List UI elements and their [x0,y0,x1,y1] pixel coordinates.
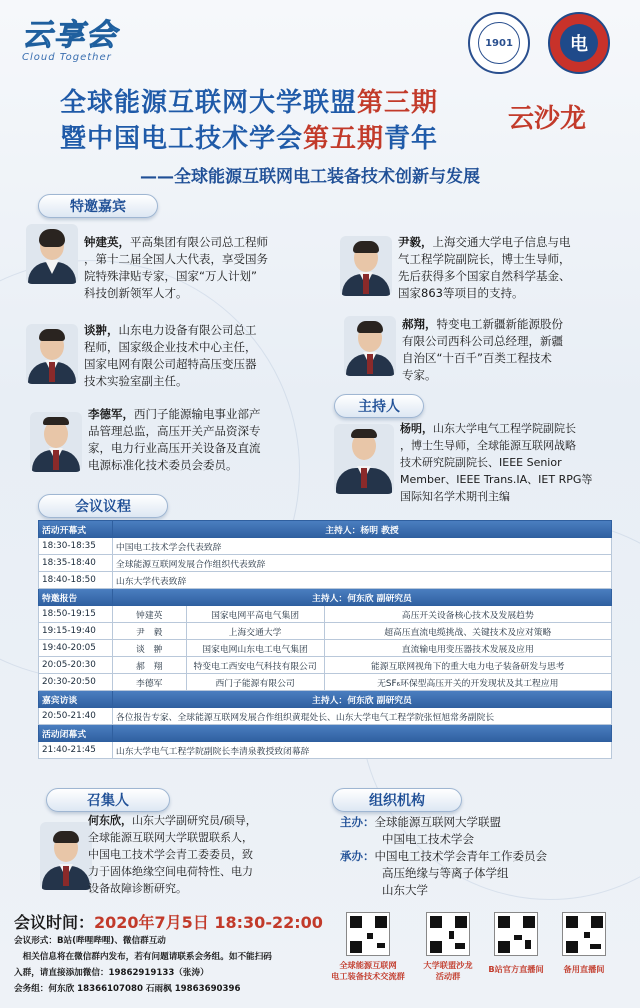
host-bio-yang: 杨明，山东大学电气工程学院副院长 ，博士生导师，全球能源互联网战略 技术研究院副院长、IEEE Senior Member、IEEE Trans.IA、IET RPG等 国际知名学术期刊主编 [400,422,593,503]
guest-bio-tan: 谈翀，山东电力设备有限公司总工 程师，国家级企业技术中心主任， 国家电网有限公司超特高压变压器 技术实验室副主任。 [84,323,257,388]
shandong-university-seal [468,12,530,74]
qr-label-3: B站官方直播间 [488,964,544,974]
avatar-zhong [26,224,78,284]
section-org: 组织机构 [332,788,462,812]
qr-label-4: 备用直播间 [563,964,605,974]
qr-label-1: 全球能源互联网 电工装备技术交流群 [331,960,405,981]
seal-inner: 电 [560,24,598,62]
agenda-row: 18:40-18:50 山东大学代表致辞 [39,572,612,589]
cloud-together-logo [22,10,162,66]
agenda-row: 20:50-21:40 各位报告专家、全球能源互联网发展合作组织黄琨处长、山东大学电气工程学院张恒旭常务副院长 [39,708,612,725]
logo-sub: Cloud Together [22,52,112,63]
agenda-talk-row: 18:50-19:15 钟建英 国家电网平高电气集团 高压开关设备核心技术及发展趋势 [39,606,612,623]
seal-inner: 1901 [478,22,520,64]
guest-bio-zhong: 钟建英，平高集团有限公司总工程师 ，第十二届全国人大代表，享受国务 院特殊津贴专家，国家“万人计划” 科技创新领军人才。 [84,235,268,300]
section-convener: 召集人 [46,788,170,812]
agenda-row: 21:40-21:45 山东大学电气工程学院副院长李清泉教授致闭幕辞 [39,742,612,759]
title-line-2 [60,118,438,155]
avatar-hao [344,316,396,376]
footer-format: 会议形式：B站(哔哩哔哩)、微信群互动 [14,936,166,946]
footer-notice: 相关信息将在微信群内发布，若有问题请联系会务组。如不能扫码 [14,952,272,962]
subtitle: ——全球能源互联网电工装备技术创新与发展 [140,167,480,187]
qr-code-bilibili[interactable] [494,912,538,956]
footer-contacts: 会务组：何东欣 18366107080 石雨枫 19863690396 [14,984,241,994]
org-info: 主办：全球能源互联网大学联盟 中国电工技术学会 承办：中国电工技术学会青年工作委员会 高压绝缘与等离子体学组 山东大学 [340,815,547,897]
agenda-talk-row: 19:40-20:05 谈 翀 国家电网山东电工电气集团 直流输电用变压器技术发展及应用 [39,640,612,657]
title-blue: 青年 [384,124,439,154]
avatar-yang [334,424,394,494]
agenda-talk-row: 20:05-20:30 郝 翔 特变电工西安电气科技有限公司 能源互联网视角下的重大电力电子装备研发与思考 [39,657,612,674]
avatar-li [30,412,82,472]
qr-code-backup[interactable] [562,912,606,956]
agenda-row: 18:30-18:35 中国电工技术学会代表致辞 [39,538,612,555]
ces-seal [548,12,610,74]
agenda-section-closing: 活动闭幕式 [39,725,612,742]
convener-bio: 何东欣，山东大学副研究员/硕导， 全球能源互联网大学联盟联系人， 中国电工技术学会青工委委员，致 力于固体绝缘空间电荷特性、电力 设备故障诊断研究。 [88,814,257,895]
section-agenda: 会议议程 [38,494,168,518]
logo-main: 云享会 [22,18,118,53]
agenda-table [38,520,612,759]
agenda-section-interview: 嘉宾访谈 主持人：何东欣 副研究员 [39,691,612,708]
title-blue: 全球能源互联网大学联盟 [60,88,358,118]
guest-bio-yin: 尹毅，上海交通大学电子信息与电 气工程学院副院长，博士生导师， 先后获得多个国家自然科学基金、 国家863等项目的支持。 [398,235,571,300]
title-red: 第三期 [357,88,439,118]
qr-label-2: 大学联盟沙龙 活动群 [423,960,473,981]
guest-bio-hao: 郝翔，特变电工新疆新能源股份 有限公司西科公司总经理，新疆 自治区“十百千”百类工程技术 专家。 [402,317,563,382]
agenda-row: 18:35-18:40 全球能源互联网发展合作组织代表致辞 [39,555,612,572]
agenda-talk-row: 20:30-20:50 李德军 西门子能源有限公司 无SF₆环保型高压开关的开发现状及其工程应用 [39,674,612,691]
salon-label: 云沙龙 [508,104,587,134]
title-blue: 暨中国电工技术学会 [60,124,304,154]
agenda-section-talks: 特邀报告 主持人：何东欣 副研究员 [39,589,612,606]
title-line-1 [60,82,438,119]
section-host: 主持人 [334,394,424,418]
section-guests: 特邀嘉宾 [38,194,158,218]
meeting-time: 会议时间：2020年7月5日 18:30-22:00 [14,913,323,932]
qr-code-group[interactable] [346,912,390,956]
avatar-he [40,822,92,890]
qr-code-salon[interactable] [426,912,470,956]
avatar-yin [340,236,392,296]
avatar-tan [26,324,78,384]
title-red: 第五期 [303,124,385,154]
agenda-talk-row: 19:15-19:40 尹 毅 上海交通大学 超高压直流电缆挑战、关键技术及应对策略 [39,623,612,640]
footer-wechat: 入群，请直接添加微信：19862919133（张涛） [14,968,209,978]
guest-bio-li: 李德军，西门子能源输电事业部产 品管理总监，高压开关产品资深专 家，电力行业高压开关设备及直流 电源标准化技术委员会委员。 [88,407,261,472]
agenda-section-opening: 活动开幕式 主持人：杨明 教授 [39,521,612,538]
